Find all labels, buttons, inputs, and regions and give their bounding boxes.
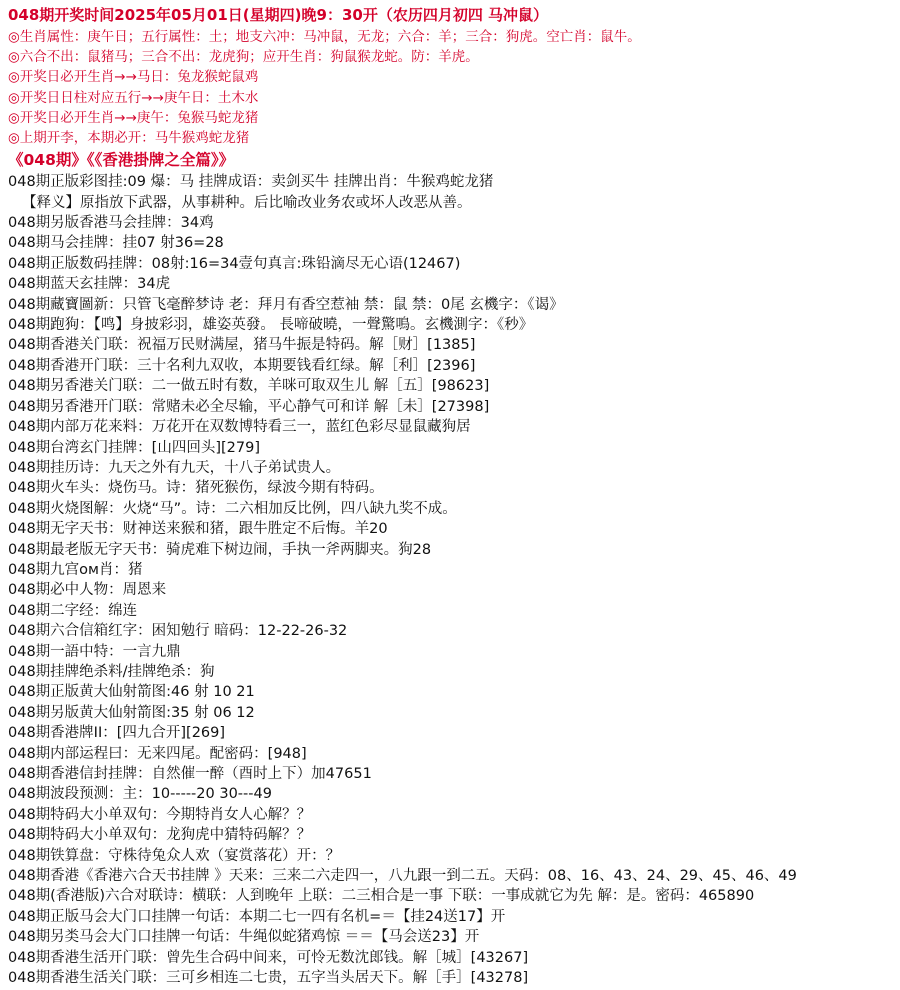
content-list <box>8 172 894 988</box>
content-line: 048期另类马会大门口挂牌一句话：牛绳似蛇猪鸡惊 ＝＝【马会送23】开 <box>8 929 480 946</box>
content-line: 048期挂历诗：九天之外有九天，十八子弟试贵人。 <box>8 459 341 476</box>
content-line: 048期正版数码挂牌：08射:16=34壹句真言:珠铅滴尽无心语(12467) <box>8 255 461 272</box>
content-line: 048期香港信封挂牌：自然催一醉（酉时上下）加47651 <box>8 766 372 782</box>
content-line: 048期无字天书：财神送来猴和猪，跟牛胜定不后悔。羊20 <box>8 521 388 538</box>
section-title: 《048期》《《香港掛牌之全篇》》 <box>8 151 235 170</box>
content-line: 048期香港生活关门联：三可乡相连二七贵，五字当头居天下。解［手］[43278] <box>8 970 529 987</box>
content-line: 048期马会挂牌：挂07 射36=28 <box>8 235 224 252</box>
content-line: 048期台湾玄门挂牌：[山四回头][279] <box>8 439 260 456</box>
zodiac-line-6: ◎上期开李，本期必开：马牛猴鸡蛇龙猪 <box>8 130 250 147</box>
content-line: 048期内部运程曰：无来四尾。配密码：[948] <box>8 745 307 762</box>
content-line: 048期二字经：绵连 <box>8 602 138 619</box>
content-line: 048期香港《香港六合天书挂牌 》天来：三来二六走四一，八九跟一到二五。天码：08、16、43、24、29、45、46、49 <box>8 868 797 885</box>
content-line: 048期另香港关门联：二一做五时有数，羊咪可取双生儿 解［五］[98623] <box>8 378 490 395</box>
zodiac-line-1: ◎生肖属性：庚午日；五行属性：土；地支六冲：马冲鼠，无龙；六合：羊；三合：狗虎。空亡肖：鼠牛。 <box>8 29 641 45</box>
content-line: 048期六合信箱红字：困知勉行 暗码：12-22-26-32 <box>8 623 348 640</box>
content-line: 048期特码大小单双句：今期特肖女人心解？？ <box>8 806 312 823</box>
content-line: 048期火车头：烧伤马。诗：猪死猴伤，绿波今期有特码。 <box>8 480 384 497</box>
zodiac-line-3: ◎开奖日必开生肖→→马日：兔龙猴蛇鼠鸡 <box>8 69 259 86</box>
content-line: 048期跑狗：【鸣】身披彩羽，雄姿英發。 長啼破曉，一聲驚鳴。玄機測字：《秒》 <box>8 317 534 334</box>
content-line: 048期蓝天玄挂牌：34虎 <box>8 276 171 293</box>
content-line: 【释义】原指放下武器，从事耕种。后比喻改业务农或坏人改恶从善。 <box>22 194 472 211</box>
content-line: 048期特码大小单双句：龙狗虎中猜特码解？？ <box>8 827 312 844</box>
content-line: 048期正版黄大仙射箭图:46 射 10 21 <box>8 684 255 701</box>
page-title: 048期开奖时间2025年05月01日(星期四)晚9：30开（农历四月初四 马冲鼠） <box>8 6 549 24</box>
zodiac-line-4: ◎开奖日日柱对应五行→→庚午日：土木水 <box>8 89 259 106</box>
content-line: 048期火烧图解：火烧“马”。诗：二六相加反比例，四八缺九奖不成。 <box>8 500 457 517</box>
zodiac-line-5: ◎开奖日必开生肖→→庚午：兔猴马蛇龙猪 <box>8 109 259 126</box>
content-line: 048期一語中特：一言九鼎 <box>8 643 181 660</box>
content-line: 048期另香港开门联：常赌未必全尽输，平心静气可和详 解［未］[27398] <box>8 398 490 415</box>
content-line: 048期(香港版)六合对联诗：横联：人到晚年 上联：二三相合是一事 下联：一事成就它为先 解：是。密码：465890 <box>8 888 755 905</box>
content-line: 048期藏寶圖新：只管飞毫醉梦诗 老：拜月有香空惹袖 禁：鼠 禁：0尾 玄機字：《谒》 <box>8 296 564 313</box>
content-line: 048期香港牌ΙΙ：[四九合开][269] <box>8 725 226 742</box>
content-line: 048期波段预测：主：10-----20 30---49 <box>8 786 272 803</box>
content-line: 048期另版香港马会挂牌：34鸡 <box>8 215 214 232</box>
content-line: 048期最老版无字天书：骑虎难下树边闹，手执一斧两脚夹。狗28 <box>8 541 432 558</box>
content-line: 048期正版马会大门口挂牌一句话：本期二七一四有名机=＝【挂24送17】开 <box>8 908 506 925</box>
content-line: 048期香港开门联：三十名利九双收，本期要钱看红绿。解［利］[2396] <box>8 357 476 374</box>
content-line: 048期挂牌绝杀料/挂牌绝杀：狗 <box>8 663 215 680</box>
zodiac-line-2: ◎六合不出：鼠猪马；三合不出：龙虎狗；应开生肖：狗鼠猴龙蛇。防：羊虎。 <box>8 49 479 66</box>
content-line: 048期香港生活开门联：曾先生合码中间来，可怜无数沈郎钱。解［城］[43267] <box>8 949 529 966</box>
content-line: 048期九宫ом肖：猪 <box>8 561 143 578</box>
content-line: 048期正版彩图挂:09 爆：马 挂牌成语：卖剑买牛 挂牌出肖：牛猴鸡蛇龙猪 <box>8 174 494 191</box>
content-line: 048期必中人物：周恩来 <box>8 582 167 599</box>
content-line: 048期香港关门联：祝福万民财满屋，猪马牛振是特码。解［财］[1385] <box>8 337 476 354</box>
content-line: 048期内部万花来料：万花开在双数博特看三一，蓝红色彩尽显鼠藏狗居 <box>8 419 471 436</box>
content-line: 048期另版黄大仙射箭图:35 射 06 12 <box>8 704 255 721</box>
content-line: 048期铁算盘：守株待兔众人欢（宴赏落花）开：？ <box>8 847 341 864</box>
